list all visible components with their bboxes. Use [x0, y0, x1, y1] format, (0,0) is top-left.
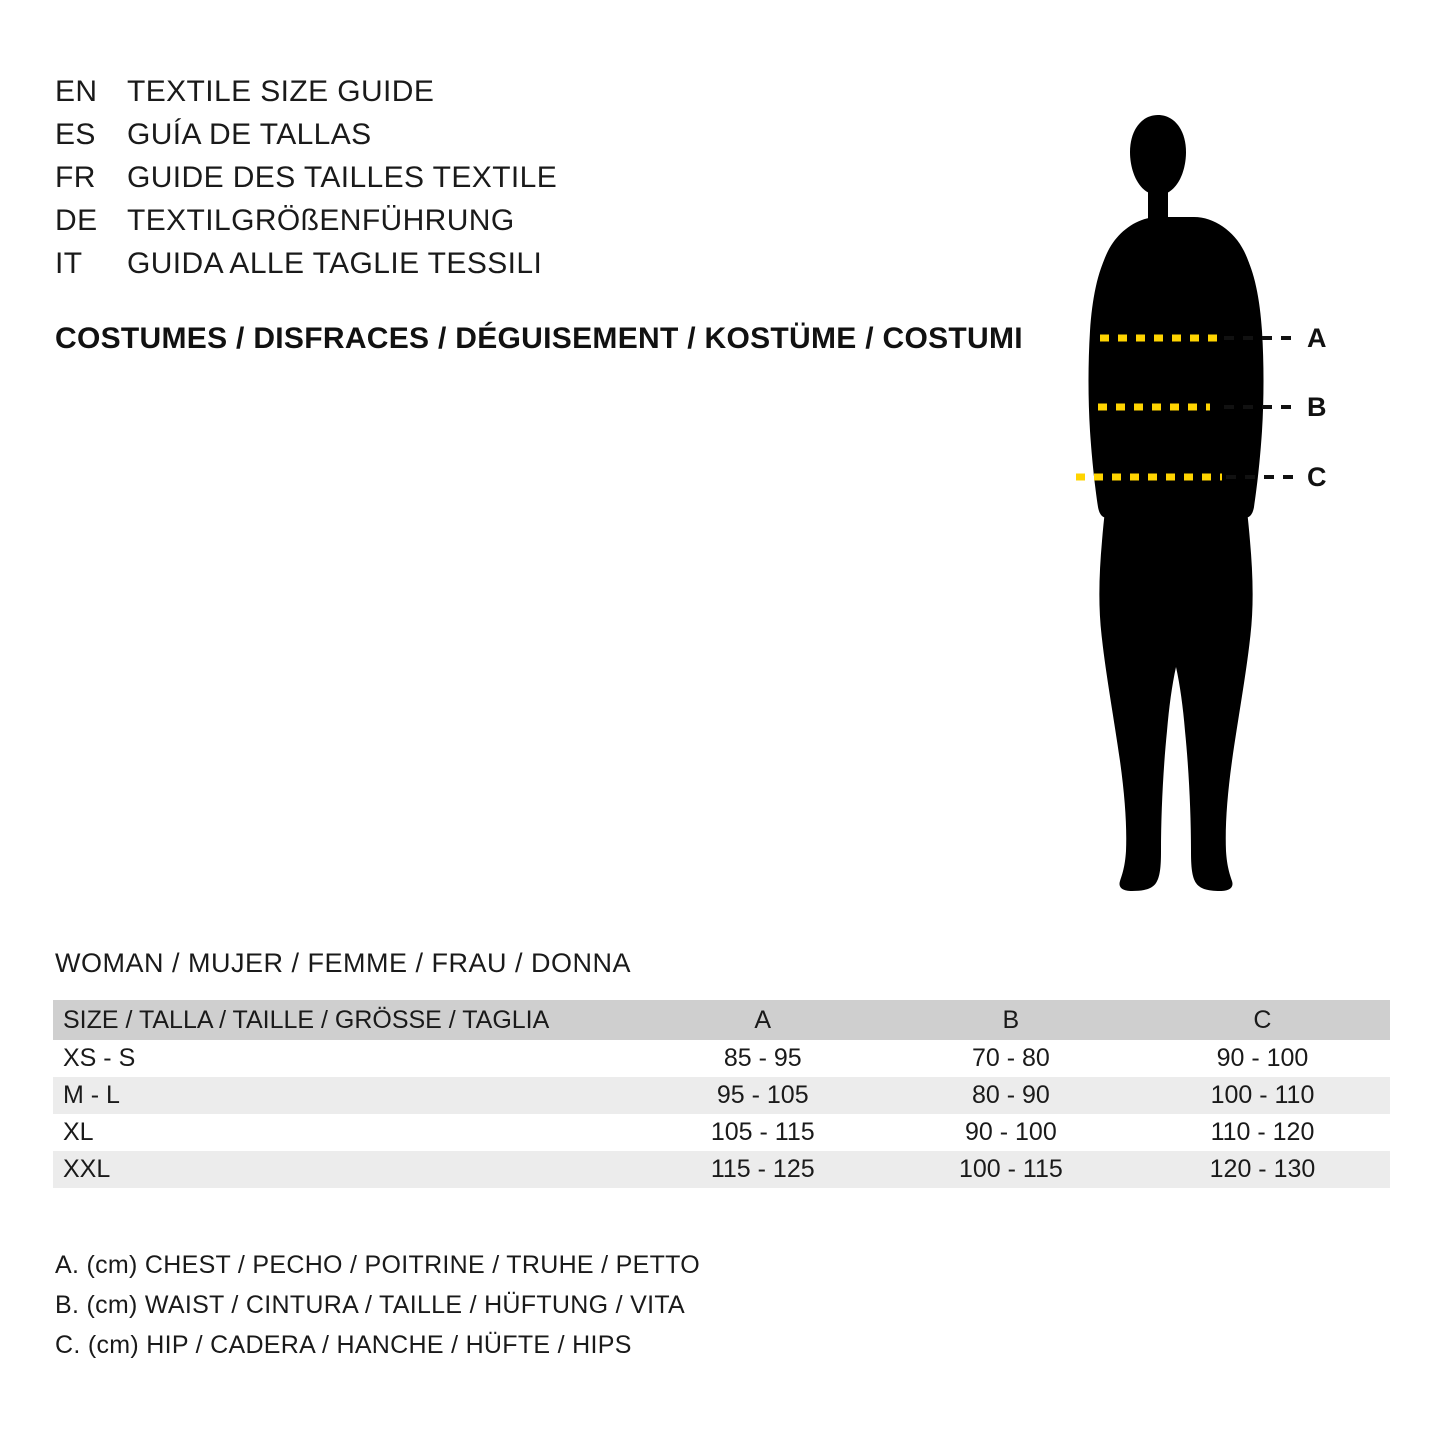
column-header-a: A: [639, 1000, 887, 1040]
cell-b: 100 - 115: [958, 1155, 1063, 1183]
legend-line-c: C. (cm) HIP / CADERA / HANCHE / HÜFTE / HIPS: [55, 1331, 632, 1359]
cell-b: 70 - 80: [971, 1044, 1050, 1072]
column-header-size: SIZE / TALLA / TAILLE / GRÖSSE / TAGLIA: [53, 1000, 639, 1040]
language-code-en: EN: [55, 75, 98, 108]
language-text-it: GUIDA ALLE TAGLIE TESSILI: [127, 247, 543, 280]
marker-label-b: B: [1307, 392, 1327, 422]
language-text-es: GUÍA DE TALLAS: [127, 118, 372, 151]
cell-size: XXL: [63, 1155, 111, 1183]
cell-c: 110 - 120: [1210, 1118, 1315, 1146]
cell-size: M - L: [63, 1081, 120, 1109]
cell-c: 90 - 100: [1216, 1044, 1309, 1072]
language-row-en: [55, 70, 1035, 113]
language-row-it: [55, 242, 1035, 285]
language-text-de: TEXTILGRÖßENFÜHRUNG: [127, 204, 515, 237]
cell-b: 80 - 90: [971, 1081, 1050, 1109]
costumes-heading: COSTUMES / DISFRACES / DÉGUISEMENT / KOSTÜME / COSTUMI: [55, 322, 1023, 355]
female-silhouette-figure: [1010, 55, 1410, 905]
language-code-fr: FR: [55, 161, 96, 194]
language-text-en: TEXTILE SIZE GUIDE: [127, 75, 435, 108]
table-row: [53, 1040, 1390, 1077]
cell-a: 105 - 115: [710, 1118, 815, 1146]
cell-a: 95 - 105: [716, 1081, 809, 1109]
table-row: [53, 1114, 1390, 1151]
cell-b: 90 - 100: [964, 1118, 1057, 1146]
language-code-it: IT: [55, 247, 83, 280]
cell-size: XL: [63, 1118, 94, 1146]
marker-label-c: C: [1307, 462, 1327, 492]
legend-line-b: B. (cm) WAIST / CINTURA / TAILLE / HÜFTUNG / VITA: [55, 1291, 686, 1319]
table-section-title: WOMAN / MUJER / FEMME / FRAU / DONNA: [55, 948, 631, 978]
language-row-es: [55, 113, 1035, 156]
language-list: [55, 70, 1035, 285]
cell-size: XS - S: [63, 1044, 136, 1072]
table-header-row: [53, 1000, 1390, 1040]
language-row-fr: [55, 156, 1035, 199]
column-header-b: B: [887, 1000, 1135, 1040]
cell-a: 85 - 95: [723, 1044, 802, 1072]
size-chart-table: [53, 1000, 1390, 1188]
cell-a: 115 - 125: [710, 1155, 815, 1183]
table-row: [53, 1151, 1390, 1188]
language-code-de: DE: [55, 204, 98, 237]
language-text-fr: GUIDE DES TAILLES TEXTILE: [127, 161, 558, 194]
table-row: [53, 1077, 1390, 1114]
marker-label-a: A: [1307, 323, 1327, 353]
language-code-es: ES: [55, 118, 96, 151]
legend-line-a: A. (cm) CHEST / PECHO / POITRINE / TRUHE / PETTO: [55, 1251, 701, 1279]
measurement-legend: [55, 1245, 700, 1365]
language-row-de: [55, 199, 1035, 242]
cell-c: 100 - 110: [1210, 1081, 1315, 1109]
silhouette-svg: [1010, 55, 1410, 905]
column-header-c: C: [1135, 1000, 1390, 1040]
cell-c: 120 - 130: [1209, 1155, 1316, 1183]
